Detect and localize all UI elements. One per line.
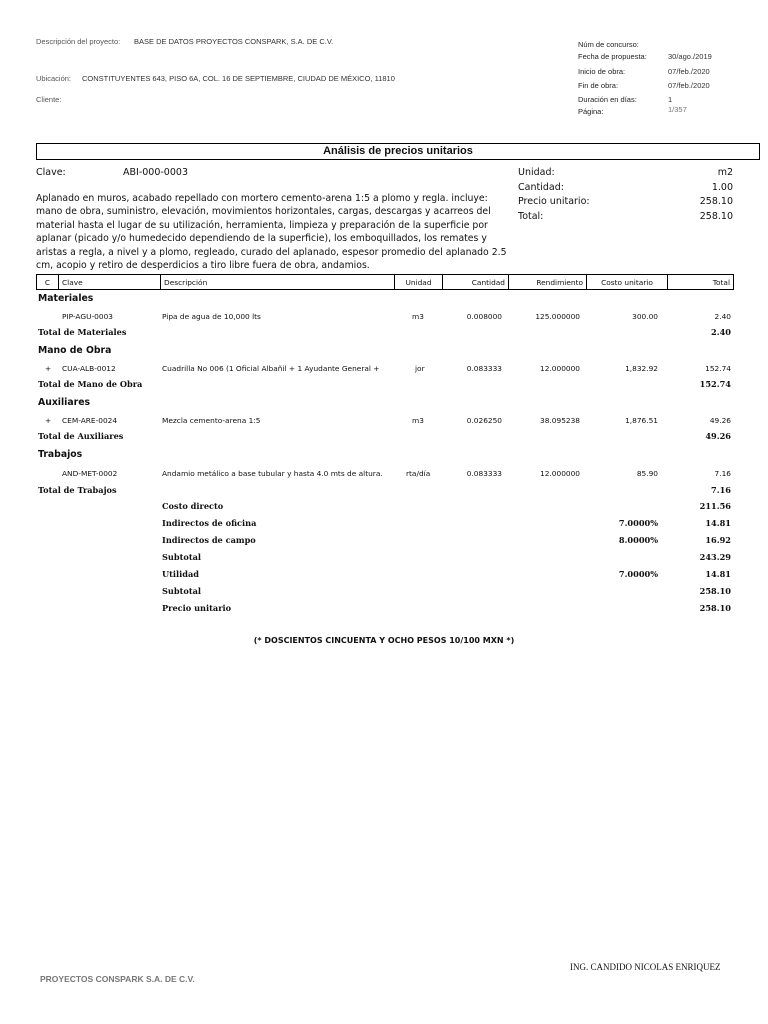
cantidad-label: Cantidad: bbox=[518, 182, 564, 193]
project-value: BASE DE DATOS PROYECTOS CONSPARK, S.A. DE C.V. bbox=[134, 37, 334, 46]
summary-label-indirectos-oficina: Indirectos de oficina bbox=[162, 518, 257, 528]
row-total: 49.26 bbox=[709, 416, 731, 425]
summary-label-utilidad: Utilidad bbox=[162, 569, 200, 579]
summary-value-indirectos-campo: 16.92 bbox=[705, 535, 731, 545]
row-descripcion: Cuadrilla No 006 (1 Oficial Albañil + 1 Ayudante General + bbox=[162, 364, 380, 373]
row-costo-unitario: 85.90 bbox=[636, 469, 658, 478]
precio-label: Precio unitario: bbox=[518, 196, 590, 207]
meta-label-concurso: Núm de concurso: bbox=[578, 40, 639, 49]
meta-value-pagina: 1/357 bbox=[668, 105, 687, 114]
meta-value-fecha: 30/ago./2019 bbox=[668, 52, 712, 61]
meta-label-inicio: Inicio de obra: bbox=[578, 67, 626, 76]
page-title: Análisis de precios unitarios bbox=[36, 143, 760, 160]
meta-label-duracion: Duración en días: bbox=[578, 95, 637, 104]
total-value: 258.10 bbox=[699, 211, 733, 222]
row-costo-unitario: 1,876.51 bbox=[625, 416, 658, 425]
analysis-table-header bbox=[36, 274, 734, 290]
summary-pct-indirectos-campo: 8.0000% bbox=[618, 535, 658, 545]
location-label: Ubicación: bbox=[36, 74, 72, 83]
row-cantidad: 0.026250 bbox=[466, 416, 502, 425]
row-total: 152.74 bbox=[705, 364, 731, 373]
row-rendimiento: 38.095238 bbox=[540, 416, 580, 425]
row-rendimiento: 12.000000 bbox=[540, 469, 580, 478]
cantidad-value: 1.00 bbox=[711, 182, 733, 193]
clave-label: Clave: bbox=[36, 167, 66, 178]
summary-value-subtotal-2: 258.10 bbox=[699, 586, 731, 596]
section-total-auxiliares: 49.26 bbox=[705, 431, 731, 441]
precio-value: 258.10 bbox=[699, 196, 733, 207]
row-descripcion: Andamio metálico a base tubular y hasta 4.0 mts de altura. bbox=[162, 469, 383, 478]
summary-label-indirectos-campo: Indirectos de campo bbox=[162, 535, 256, 545]
unidad-value: m2 bbox=[717, 167, 733, 178]
total-label: Total: bbox=[518, 211, 544, 222]
summary-value-utilidad: 14.81 bbox=[705, 569, 731, 579]
section-total-label-materiales: Total de Materiales bbox=[38, 327, 127, 337]
signature-name: ING. CANDIDO NICOLAS ENRIQUEZ bbox=[570, 962, 721, 972]
meta-value-duracion: 1 bbox=[668, 95, 673, 104]
section-title-trabajos: Trabajos bbox=[38, 449, 83, 460]
col-header-clave: Clave bbox=[59, 275, 161, 290]
row-cantidad: 0.008000 bbox=[466, 312, 502, 321]
section-total-label-trabajos: Total de Trabajos bbox=[38, 485, 117, 495]
row-costo-unitario: 1,832.92 bbox=[625, 364, 658, 373]
footer-company: PROYECTOS CONSPARK S.A. DE C.V. bbox=[40, 974, 195, 984]
row-total: 2.40 bbox=[714, 312, 731, 321]
meta-value-fin: 07/feb./2020 bbox=[668, 81, 710, 90]
col-header-unidad: Unidad bbox=[395, 275, 443, 290]
summary-value-indirectos-oficina: 14.81 bbox=[705, 518, 731, 528]
section-total-mano-de-obra: 152.74 bbox=[699, 379, 731, 389]
meta-label-fin: Fin de obra: bbox=[578, 81, 619, 90]
row-rendimiento: 12.000000 bbox=[540, 364, 580, 373]
row-total: 7.16 bbox=[714, 469, 731, 478]
section-title-materiales: Materiales bbox=[38, 293, 94, 304]
summary-label-subtotal-1: Subtotal bbox=[162, 552, 202, 562]
row-rendimiento: 125.000000 bbox=[535, 312, 580, 321]
unidad-label: Unidad: bbox=[518, 167, 555, 178]
summary-pct-utilidad: 7.0000% bbox=[618, 569, 658, 579]
row-costo-unitario: 300.00 bbox=[632, 312, 658, 321]
row-c: + bbox=[45, 416, 52, 425]
col-header-total: Total bbox=[668, 275, 734, 290]
summary-value-precio-unitario: 258.10 bbox=[699, 603, 731, 613]
row-clave: AND-MET-0002 bbox=[62, 469, 118, 478]
col-header-costo-unitario: Costo unitario bbox=[587, 275, 668, 290]
row-clave: CUA-ALB-0012 bbox=[62, 364, 116, 373]
summary-value-costo-directo: 211.56 bbox=[699, 501, 731, 511]
row-cantidad: 0.083333 bbox=[466, 364, 502, 373]
row-unidad: m3 bbox=[412, 416, 424, 425]
section-total-trabajos: 7.16 bbox=[711, 485, 731, 495]
clave-value: ABI-000-0003 bbox=[123, 167, 188, 178]
section-total-label-auxiliares: Total de Auxiliares bbox=[38, 431, 124, 441]
section-total-materiales: 2.40 bbox=[711, 327, 731, 337]
row-descripcion: Mezcla cemento-arena 1:5 bbox=[162, 416, 261, 425]
summary-pct-indirectos-oficina: 7.0000% bbox=[618, 518, 658, 528]
row-c: + bbox=[45, 364, 52, 373]
col-header-rendimiento: Rendimiento bbox=[509, 275, 587, 290]
col-header-c: C bbox=[37, 275, 59, 290]
section-title-mano-de-obra: Mano de Obra bbox=[38, 345, 112, 356]
summary-label-subtotal-2: Subtotal bbox=[162, 586, 202, 596]
row-cantidad: 0.083333 bbox=[466, 469, 502, 478]
row-unidad: rta/día bbox=[406, 469, 431, 478]
row-clave: PIP-AGU-0003 bbox=[62, 312, 113, 321]
client-label: Cliente: bbox=[36, 95, 62, 104]
row-descripcion: Pipa de agua de 10,000 lts bbox=[162, 312, 261, 321]
summary-value-subtotal-1: 243.29 bbox=[699, 552, 731, 562]
row-unidad: jor bbox=[415, 364, 425, 373]
meta-value-inicio: 07/feb./2020 bbox=[668, 67, 710, 76]
section-total-label-mano-de-obra: Total de Mano de Obra bbox=[38, 379, 143, 389]
location-value: CONSTITUYENTES 643, PISO 6A, COL. 16 DE SEPTIEMBRE, CIUDAD DE MÉXICO, 11810 bbox=[82, 74, 395, 83]
item-description: Aplanado en muros, acabado repellado con mortero cemento-arena 1:5 a plomo y regla. incluye: mano de obra, suministro, elevación, movimientos horizontales, cargas, descargas y acarreos del material hasta el lugar de su utilización, herramienta, limpieza y preparación de la superficie por aplanar (picado y/o humedecido dependiendo de la superficie), los emboquillados, los remates y aristas a regla, a nivel y a plomo, regleado, curado del aplanado, espesor promedio del aplanado 2.5 cm, acopio y retiro de desperdicios a tiro libre fuera de obra, andamios. bbox=[36, 193, 507, 272]
project-label: Descripción del proyecto: bbox=[36, 37, 121, 46]
row-unidad: m3 bbox=[412, 312, 424, 321]
col-header-descripcion: Descripción bbox=[161, 275, 395, 290]
meta-label-pagina: Página: bbox=[578, 107, 604, 116]
col-header-cantidad: Cantidad bbox=[443, 275, 509, 290]
summary-label-precio-unitario: Precio unitario bbox=[162, 603, 232, 613]
section-title-auxiliares: Auxiliares bbox=[38, 397, 91, 408]
amount-in-words: (* DOSCIENTOS CINCUENTA Y OCHO PESOS 10/100 MXN *) bbox=[253, 636, 515, 645]
meta-label-fecha: Fecha de propuesta: bbox=[578, 52, 647, 61]
summary-label-costo-directo: Costo directo bbox=[162, 501, 224, 511]
row-clave: CEM-ARE-0024 bbox=[62, 416, 118, 425]
